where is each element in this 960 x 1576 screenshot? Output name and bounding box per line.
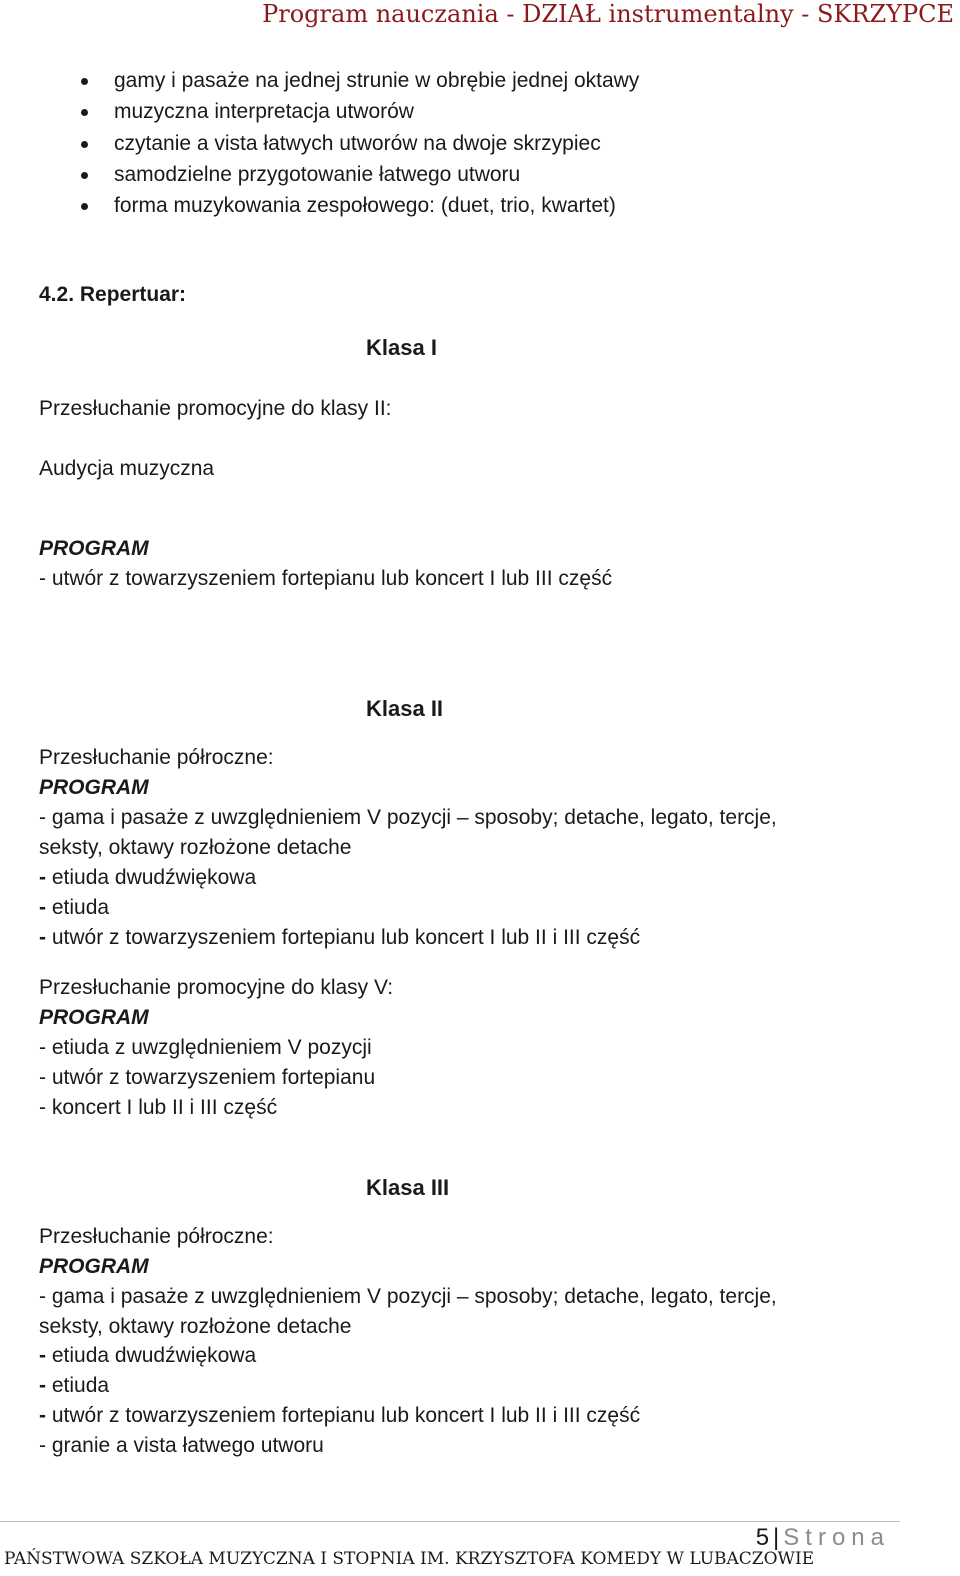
klasa-2-program-item	[39, 866, 256, 890]
klasa-3-program-label: PROGRAM	[39, 1255, 149, 1278]
klasa-3-title: Klasa III	[366, 1175, 450, 1200]
item-text: etiuda	[46, 1374, 110, 1397]
footer-divider	[0, 1521, 900, 1522]
bullet-icon	[81, 172, 88, 179]
dash-marker: -	[39, 866, 46, 889]
klasa-2-promo-audition-heading: Przesłuchanie promocyjne do klasy V:	[39, 976, 394, 999]
klasa-2-title: Klasa II	[366, 696, 444, 721]
list-item-text: muzyczna interpretacja utworów	[114, 100, 414, 124]
page-number	[756, 1524, 890, 1552]
list-item-text: forma muzykowania zespołowego: (duet, trio, kwartet)	[114, 194, 616, 217]
klasa-2-program-item: - gama i pasaże z uwzględnieniem V pozycji – sposoby; detache, legato, tercje,	[39, 806, 777, 829]
bullet-icon	[81, 78, 88, 85]
dash-marker: -	[39, 896, 46, 919]
klasa-1-subtitle: Audycja muzyczna	[39, 457, 215, 480]
klasa-2-program-label: PROGRAM	[39, 776, 149, 799]
item-text: etiuda	[46, 896, 110, 919]
klasa-1-program-item: - utwór z towarzyszeniem fortepianu lub koncert I lub III część	[39, 567, 613, 590]
dash-marker: -	[39, 1374, 46, 1397]
klasa-1-program-label: PROGRAM	[39, 537, 149, 560]
klasa-1-title: Klasa I	[366, 335, 437, 360]
page-number-separator: |	[773, 1524, 780, 1551]
bullet-icon	[81, 141, 88, 148]
list-item-text: czytanie a vista łatwych utworów na dwoje skrzypiec	[114, 131, 601, 155]
bullet-icon	[81, 203, 88, 210]
bullet-icon	[81, 109, 88, 116]
dash-marker: -	[39, 926, 46, 949]
page-number-value: 5	[755, 1524, 770, 1551]
item-text: utwór z towarzyszeniem fortepianu lub koncert I lub II i III część	[46, 1404, 641, 1427]
klasa-3-program-item	[39, 1404, 640, 1428]
item-text: etiuda dwudźwiękowa	[46, 866, 257, 889]
klasa-2-program-item	[39, 896, 109, 920]
klasa-3-program-item: - granie a vista łatwego utworu	[39, 1434, 324, 1457]
klasa-3-program-item	[39, 1374, 109, 1398]
page-header-title: Program nauczania - DZIAŁ instrumentalny - SKRZYPCE	[262, 0, 954, 28]
klasa-2-audition-heading: Przesłuchanie półroczne:	[39, 746, 274, 769]
klasa-2-promo-program-item: - koncert I lub II i III część	[39, 1096, 278, 1119]
list-item-text: gamy i pasaże na jednej strunie w obrębie jednej oktawy	[114, 69, 640, 92]
klasa-3-program-item: - gama i pasaże z uwzględnieniem V pozycji – sposoby; detache, legato, tercje,	[39, 1285, 777, 1308]
item-text: etiuda dwudźwiękowa	[46, 1344, 257, 1367]
klasa-2-program-item-continued: seksty, oktawy rozłożone detache	[39, 836, 352, 859]
klasa-3-program-item-continued: seksty, oktawy rozłożone detache	[39, 1315, 352, 1338]
klasa-1-audition-heading: Przesłuchanie promocyjne do klasy II:	[39, 397, 392, 420]
klasa-2-promo-program-label: PROGRAM	[39, 1006, 149, 1029]
klasa-2-promo-program-item: - utwór z towarzyszeniem fortepianu	[39, 1066, 376, 1089]
klasa-3-audition-heading: Przesłuchanie półroczne:	[39, 1225, 274, 1248]
item-text: utwór z towarzyszeniem fortepianu lub koncert I lub II i III część	[46, 926, 641, 949]
klasa-3-program-item	[39, 1344, 256, 1368]
dash-marker: -	[39, 1344, 46, 1367]
section-heading-repertuar: 4.2. Repertuar:	[39, 283, 187, 306]
list-item-text: samodzielne przygotowanie łatwego utworu	[114, 162, 521, 186]
dash-marker: -	[39, 1404, 46, 1427]
footer-school-name: PAŃSTWOWA SZKOŁA MUZYCZNA I STOPNIA IM. KRZYSZTOFA KOMEDY W LUBACZOWIE	[4, 1549, 815, 1569]
klasa-2-program-item	[39, 926, 640, 950]
page-word: Strona	[783, 1524, 890, 1551]
klasa-2-promo-program-item: - etiuda z uwzględnieniem V pozycji	[39, 1036, 372, 1059]
